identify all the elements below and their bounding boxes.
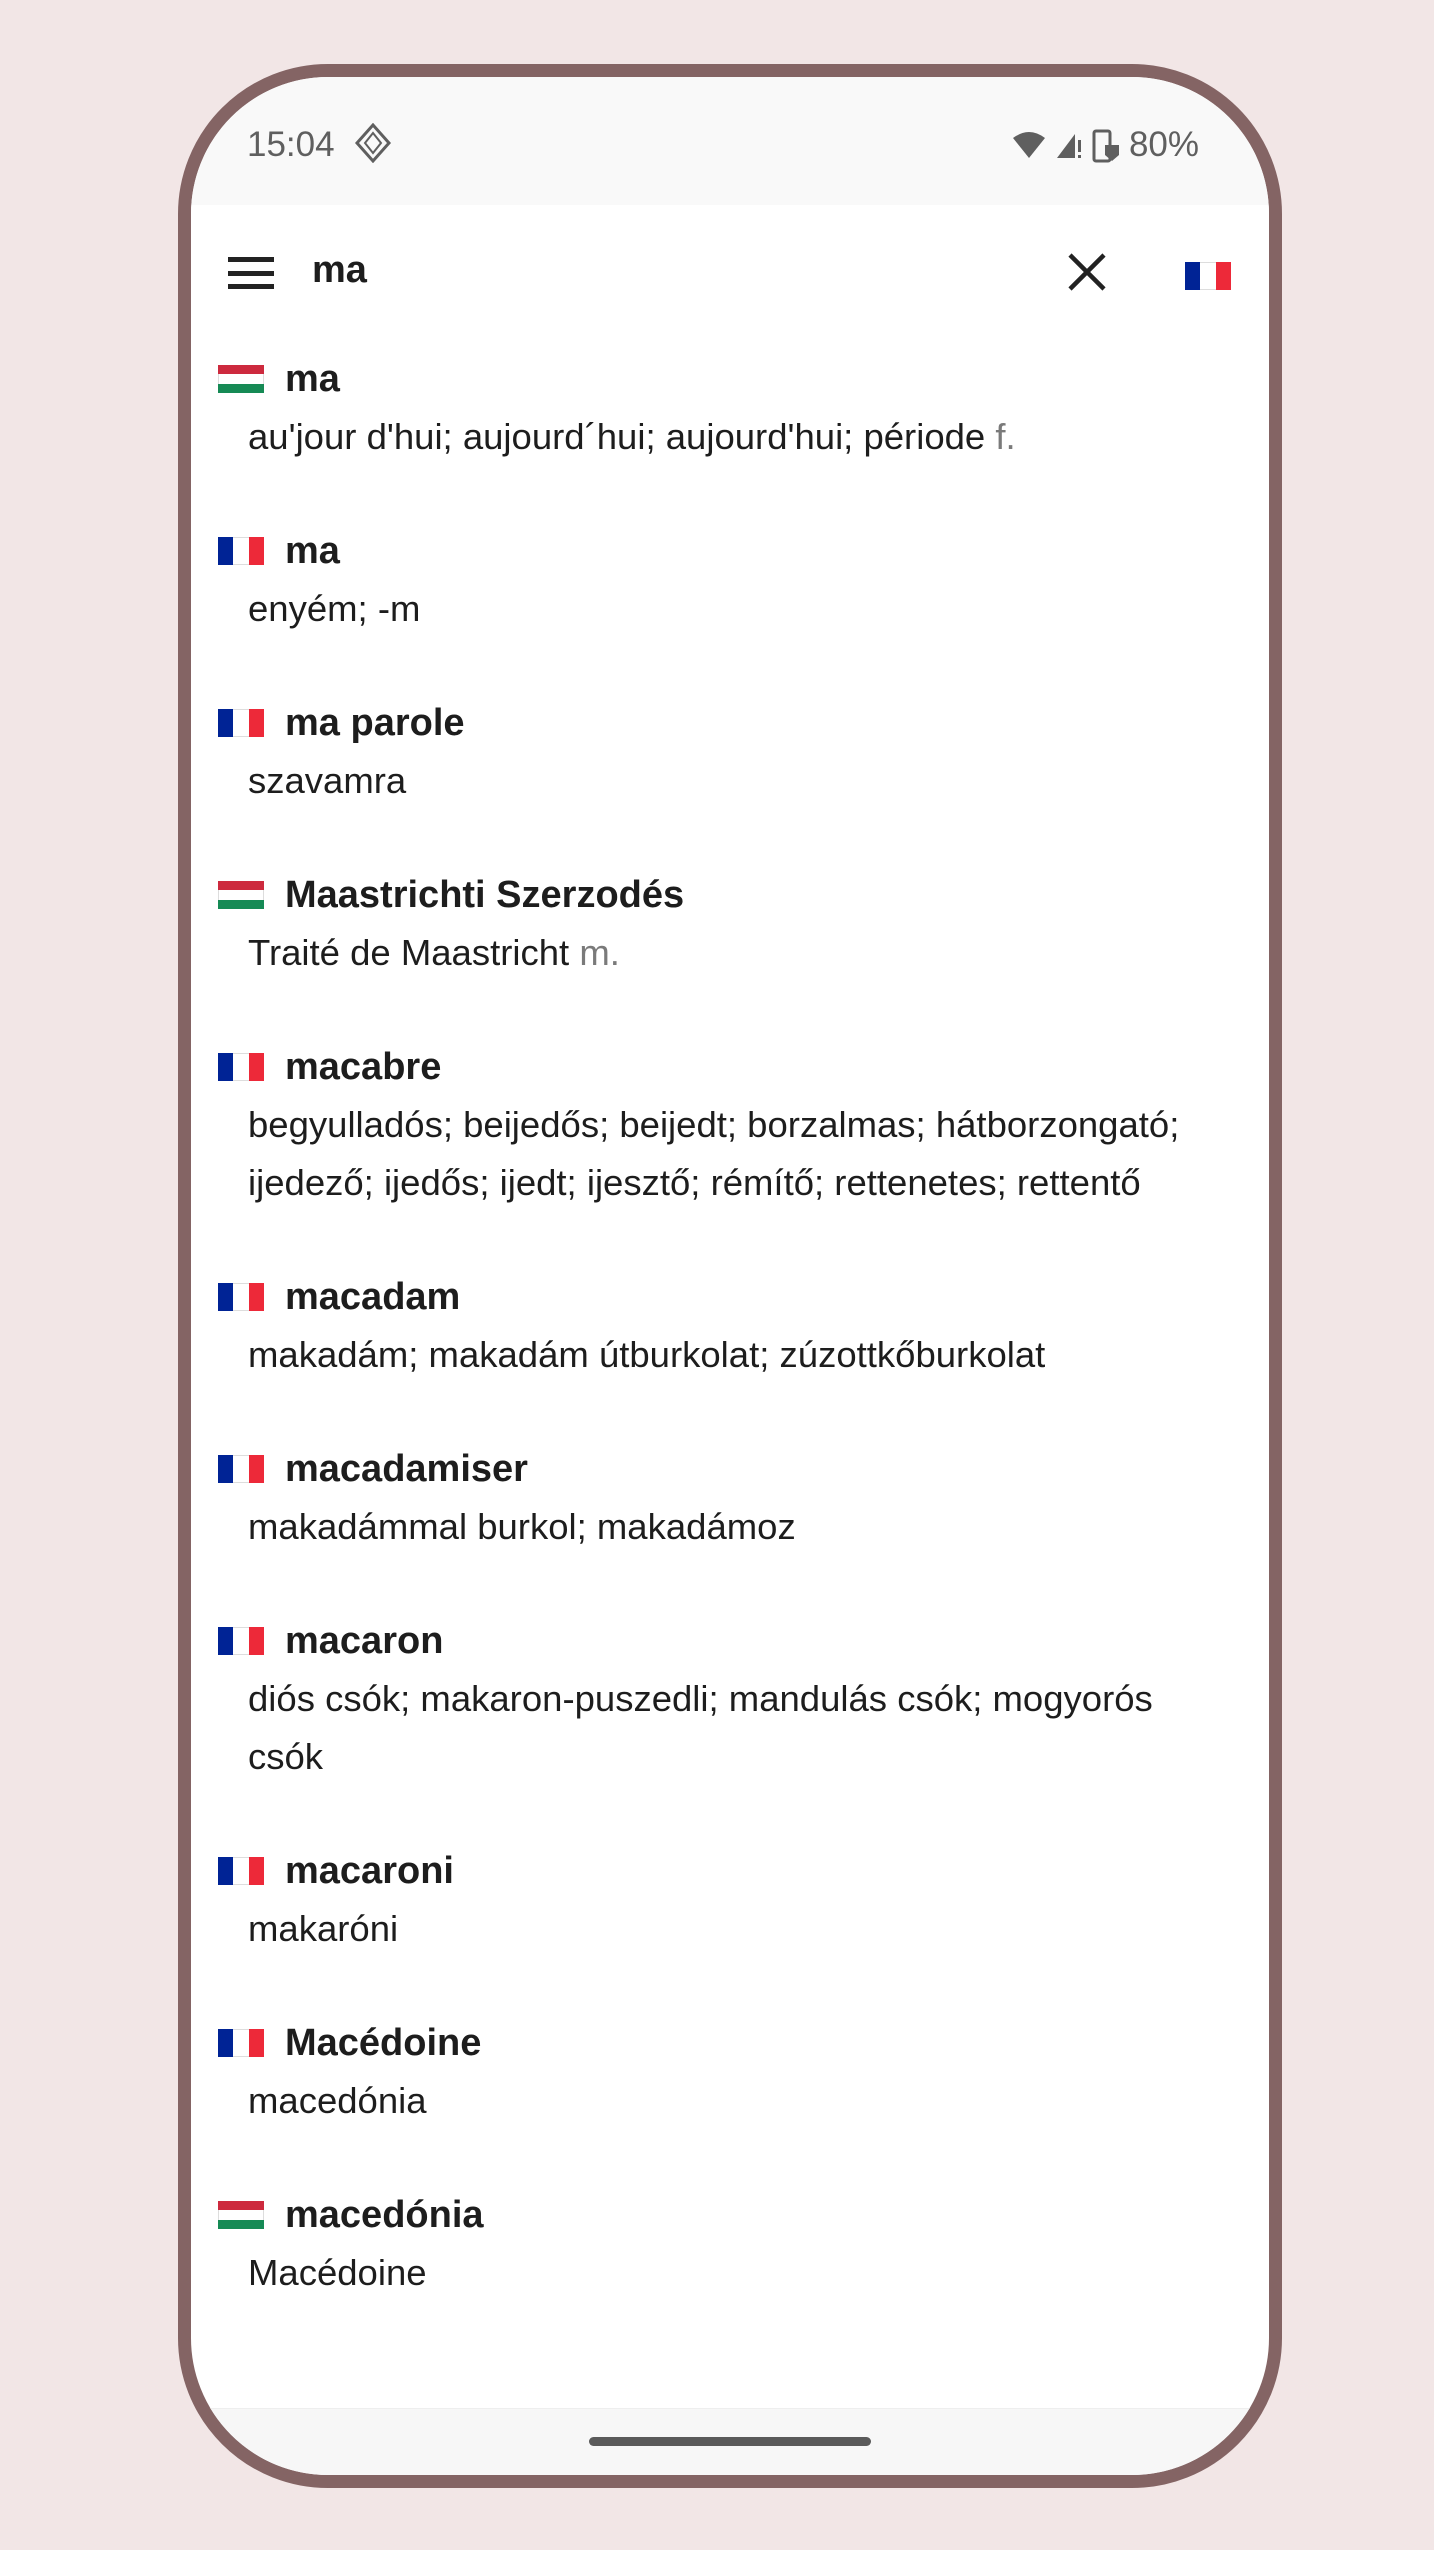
entry-headword: macadam [285,1275,461,1318]
definition-text: Macédoine [248,2252,427,2293]
language-flag-button[interactable] [1185,262,1231,290]
list-item[interactable] [191,1842,1269,1958]
close-icon[interactable] [1064,249,1110,295]
navigation-bar [191,2408,1269,2475]
wifi-icon [1011,130,1047,160]
list-item[interactable] [191,866,1269,982]
hungarian-flag-icon [218,365,264,393]
french-flag-icon [218,537,264,565]
status-time: 15:04 [247,125,335,164]
definition-text: makadám; makadám útburkolat; zúzottkőburkolat [248,1334,1046,1375]
french-flag-icon [218,1283,264,1311]
entry-headword: macaroni [285,1849,454,1892]
search-input[interactable]: ma [312,249,367,291]
gender-marker: m. [579,932,620,973]
definition-text: enyém; -m [248,588,421,629]
entry-definition [191,1096,1223,1212]
french-flag-icon [218,1627,264,1655]
french-flag-icon [218,1455,264,1483]
definition-text: Traité de Maastricht [248,932,570,973]
definition-text: begyulladós; beijedős; beijedt; borzalmas; hátborzongató; ijedező; ijedős; ijedt; ijesztő; rémítő; rettenetes; rettentő [248,1104,1180,1203]
list-item[interactable] [191,1038,1269,1212]
list-item[interactable] [191,1268,1269,1384]
list-item[interactable] [191,1612,1269,1786]
definition-text: szavamra [248,760,407,801]
definition-text: macedónia [248,2080,427,2121]
list-item[interactable] [191,1440,1269,1556]
hungarian-flag-icon [218,881,264,909]
signal-icon [1055,130,1083,160]
search-header [191,205,1269,335]
definition-text: au'jour d'hui; aujourd´hui; aujourd'hui; période [248,416,986,457]
french-flag-icon [218,1857,264,1885]
entry-definition [191,752,1223,810]
entry-definition [191,924,1223,982]
status-icons [1011,125,1199,165]
battery-percent: 80% [1128,125,1199,164]
list-item[interactable] [191,2186,1269,2302]
french-flag-icon [218,1053,264,1081]
gender-marker: f. [995,416,1016,457]
results-list [191,350,1269,2358]
entry-definition [191,408,1223,466]
hungarian-flag-icon [218,2201,264,2229]
entry-definition [191,1326,1223,1384]
entry-definition [191,1900,1223,1958]
entry-definition [191,2072,1223,2130]
entry-definition [191,2244,1223,2302]
notification-diamond-icon [353,123,393,163]
entry-headword: macedónia [285,2193,484,2236]
french-flag-icon [218,709,264,737]
list-item[interactable] [191,694,1269,810]
hamburger-menu-icon[interactable] [228,257,274,289]
status-bar [191,77,1269,205]
definition-text: diós csók; makaron-puszedli; mandulás csók; mogyorós csók [248,1678,1153,1777]
entry-headword: macadamiser [285,1447,528,1490]
phone-frame [178,64,1282,2488]
french-flag-icon [218,2029,264,2057]
entry-definition [191,1670,1223,1786]
entry-definition [191,1498,1223,1556]
entry-headword: ma parole [285,701,465,744]
battery-charging-icon [1091,127,1121,163]
home-gesture-handle[interactable] [589,2437,871,2446]
entry-headword: ma [285,357,340,400]
definition-text: makadámmal burkol; makadámoz [248,1506,796,1547]
list-item[interactable] [191,2014,1269,2130]
definition-text: makaróni [248,1908,399,1949]
entry-definition [191,580,1223,638]
entry-headword: macabre [285,1045,442,1088]
entry-headword: Maastrichti Szerzodés [285,873,685,916]
entry-headword: ma [285,529,340,572]
entry-headword: Macédoine [285,2021,482,2064]
list-item[interactable] [191,350,1269,466]
list-item[interactable] [191,522,1269,638]
entry-headword: macaron [285,1619,444,1662]
